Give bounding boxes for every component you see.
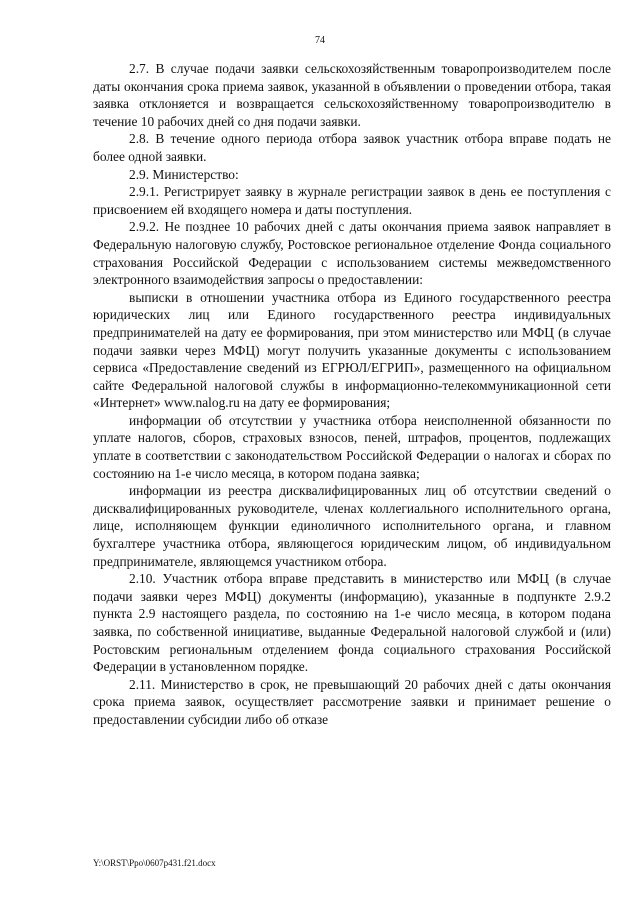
paragraph-egrul-extract: выписки в отношении участника отбора из Единого государственного реестра юридических лиц или Единого государственного реестра индивидуальных предпринимателей на дату ее формирования, при этом министерство или МФЦ (в случае подачи заявки через МФЦ) могут получить указанные документы с использованием сервиса «Предоставление сведений из ЕГРЮЛ/ЕГРИП», размещенного на официальном сайте Федеральной налоговой службы в информационно-телекоммуникационной сети «Интернет» www.nalog.ru на дату ее формирования; bbox=[93, 289, 611, 411]
paragraph-2-7: 2.7. В случае подачи заявки сельскохозяйственным товаропроизводителем после даты окончания срока приема заявок, указанной в объявлении о проведении отбора, такая заявка отклоняется и возвращается сельскохозяйственному товаропроизводителю в течение 10 рабочих дней со дня подачи заявки. bbox=[93, 61, 611, 129]
paragraph-2-8: 2.8. В течение одного периода отбора заявок участник отбора вправе подать не более одной заявки. bbox=[93, 131, 611, 164]
paragraph-2-11: 2.11. Министерство в срок, не превышающий 20 рабочих дней с даты окончания срока приема заявок, осуществляет рассмотрение заявки и принимает решение о предоставлении субсидии либо об отказе bbox=[93, 676, 611, 727]
file-path-footer: Y:\ORST\Ppo\0607p431.f21.docx bbox=[93, 858, 216, 868]
paragraph-tax-debt-info: информации об отсутствии у участника отбора неисполненной обязанности по уплате налогов, сборов, страховых взносов, пеней, штрафов, процентов, подлежащих уплате в соответствии с законодательством Российской Федерации о налогах и сборах по состоянию на 1-е число месяца, в котором подана заявка; bbox=[93, 412, 611, 481]
paragraph-2-9-1: 2.9.1. Регистрирует заявку в журнале регистрации заявок в день ее поступления с присвоением ей входящего номера и даты поступления. bbox=[93, 184, 611, 217]
paragraph-disqualified-registry: информации из реестра дисквалифицированных лиц об отсутствии сведений о дисквалифицированных руководителе, членах коллегиального исполнительного органа, лице, исполняющем функции единоличного исполнительного органа, и главном бухгалтере участника отбора, являющегося юридическим лицом, об индивидуальном предпринимателе, являющемся участником отбора. bbox=[93, 483, 611, 569]
paragraph-2-9-2: 2.9.2. Не позднее 10 рабочих дней с даты окончания приема заявок направляет в Федеральную налоговую службу, Ростовское региональное отделение Фонда социального страхования Российской Федерации с использованием системы межведомственного электронного взаимодействия запросы о предоставлении: bbox=[93, 219, 611, 288]
paragraph-2-9: 2.9. Министерство: bbox=[129, 166, 239, 182]
page-number: 74 bbox=[315, 35, 325, 46]
document-body bbox=[93, 60, 611, 729]
paragraph-2-10: 2.10. Участник отбора вправе представить в министерство или МФЦ (в случае подачи заявки через МФЦ) документы (информацию), указанные в подпункте 2.9.2 пункта 2.9 настоящего раздела, по состоянию на 1-е число месяца, в котором подана заявка, по собственной инициативе, выданные Федеральной налоговой службой и (или) Ростовским региональным отделением фонда социального страхования Российской Федерации в установленном порядке. bbox=[93, 571, 611, 675]
